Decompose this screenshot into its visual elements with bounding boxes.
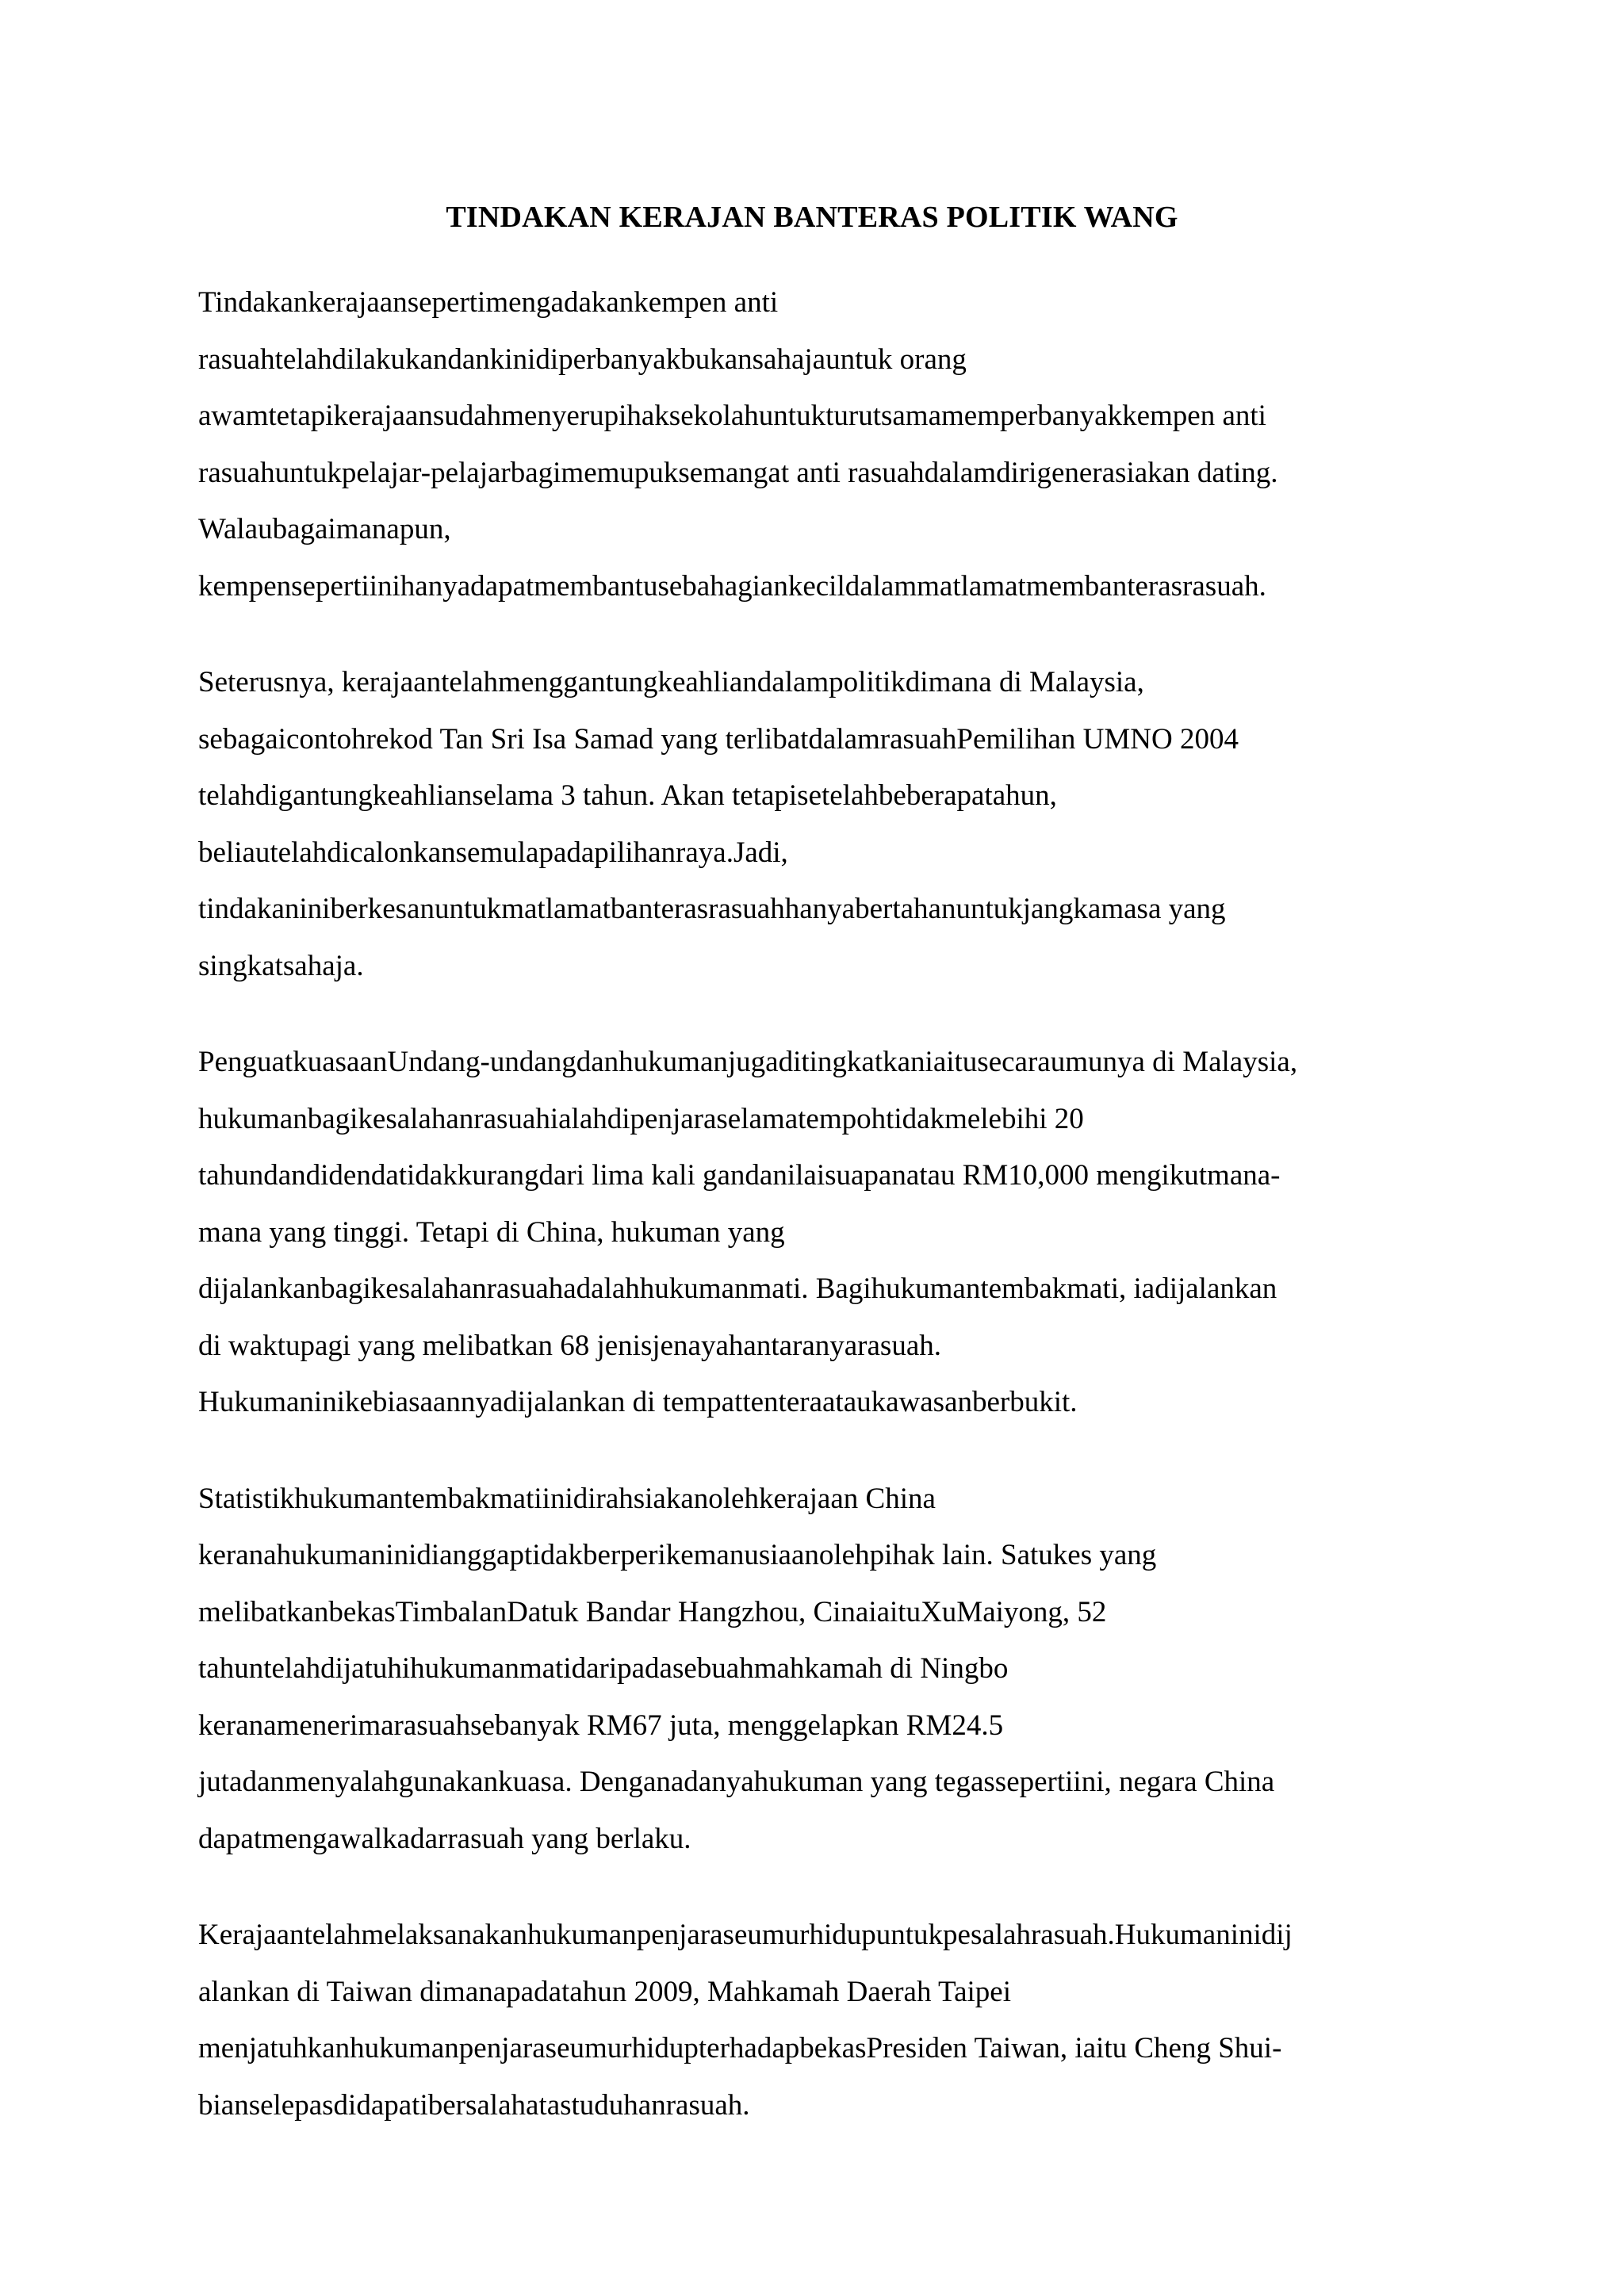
text-line: Kerajaantelahmelaksanakanhukumanpenjaraseumurhidupuntukpesalahrasuah.Hukumaninidij xyxy=(198,1919,1293,1951)
text-line: keranahukumaninidianggaptidakberperikemanusiaanolehpihak lain. Satukes yang xyxy=(198,1539,1157,1571)
text-line: kempensepertiinihanyadapatmembantusebahagiankecildalammatlamatmembanterasrasuah. xyxy=(198,569,1266,603)
document-body xyxy=(198,274,1443,2173)
text-line: Seterusnya, kerajaantelahmenggantungkeahliandalampolitikdimana di Malaysia, xyxy=(198,666,1144,698)
text-line: tahundandidendatidakkurangdari lima kali gandanilaisuapanatau RM10,000 mengikutmana- xyxy=(198,1159,1281,1192)
text-line: awamtetapikerajaansudahmenyerupihaksekolahuntukturutsamamemperbanyakkempen anti xyxy=(198,400,1266,432)
text-line: Hukumaninikebiasaannyadijalankan di tempattenteraataukawasanberbukit. xyxy=(198,1386,1078,1418)
text-line: dijalankanbagikesalahanrasuahadalahhukumanmati. Bagihukumantembakmati, iadijalankan xyxy=(198,1272,1277,1305)
text-line: di waktupagi yang melibatkan 68 jenisjenayahantaranyarasuah. xyxy=(198,1329,941,1362)
paragraph-3 xyxy=(198,1034,1443,1431)
text-line: melibatkanbekasTimbalanDatuk Bandar Hangzhou, CinaiaituXuMaiyong, 52 xyxy=(198,1595,1107,1628)
text-line: rasuahuntukpelajar-pelajarbagimemupuksemangat anti rasuahdalamdirigenerasiakan dating. xyxy=(198,456,1278,489)
text-line: alankan di Taiwan dimanapadatahun 2009, Mahkamah Daerah Taipei xyxy=(198,1975,1011,2008)
text-line: menjatuhkanhukumanpenjaraseumurhidupterhadapbekasPresiden Taiwan, iaitu Cheng Shui- xyxy=(198,2032,1282,2064)
paragraph-4 xyxy=(198,1471,1443,1868)
text-line: beliautelahdicalonkansemulapadapilihanraya.Jadi, xyxy=(198,836,788,869)
paragraph-5 xyxy=(198,1907,1443,2133)
text-line: telahdigantungkeahlianselama 3 tahun. Akan tetapisetelahbeberapatahun, xyxy=(198,779,1057,812)
paragraph-2 xyxy=(198,654,1443,994)
text-line: sebagaicontohrekod Tan Sri Isa Samad yang terlibatdalamrasuahPemilihan UMNO 2004 xyxy=(198,722,1239,756)
text-line: jutadanmenyalahgunakankuasa. Denganadanyahukuman yang tegassepertiini, negara China xyxy=(198,1766,1275,1798)
text-line: mana yang tinggi. Tetapi di China, hukuman yang xyxy=(198,1215,785,1249)
text-line: singkatsahaja. xyxy=(198,949,364,982)
text-line: bianselepasdidapatibersalahatastuduhanrasuah. xyxy=(198,2088,750,2122)
paragraph-1 xyxy=(198,274,1443,614)
text-line: tindakaniniberkesanuntukmatlamatbanterasrasuahhanyabertahanuntukjangkamasa yang xyxy=(198,893,1226,925)
text-line: Statistikhukumantembakmatiinidirahsiakanolehkerajaan China xyxy=(198,1482,936,1515)
text-line: Tindakankerajaansepertimengadakankempen anti xyxy=(198,286,779,319)
document-title: TINDAKAN KERAJAN BANTERAS POLITIK WANG xyxy=(446,201,1178,234)
text-line: PenguatkuasaanUndang-undangdanhukumanjugaditingkatkaniaitusecaraumunya di Malaysia, xyxy=(198,1046,1298,1078)
text-line: Walaubagaimanapun, xyxy=(198,513,451,545)
text-line: rasuahtelahdilakukandankinidiperbanyakbukansahajauntuk orang xyxy=(198,342,967,376)
text-line: hukumanbagikesalahanrasuahialahdipenjaraselamatempohtidakmelebihi 20 xyxy=(198,1102,1084,1135)
text-line: tahuntelahdijatuhihukumanmatidaripadasebuahmahkamah di Ningbo xyxy=(198,1652,1009,1685)
text-line: keranamenerimarasuahsebanyak RM67 juta, menggelapkan RM24.5 xyxy=(198,1709,1004,1742)
text-line: dapatmengawalkadarrasuah yang berlaku. xyxy=(198,1822,691,1855)
